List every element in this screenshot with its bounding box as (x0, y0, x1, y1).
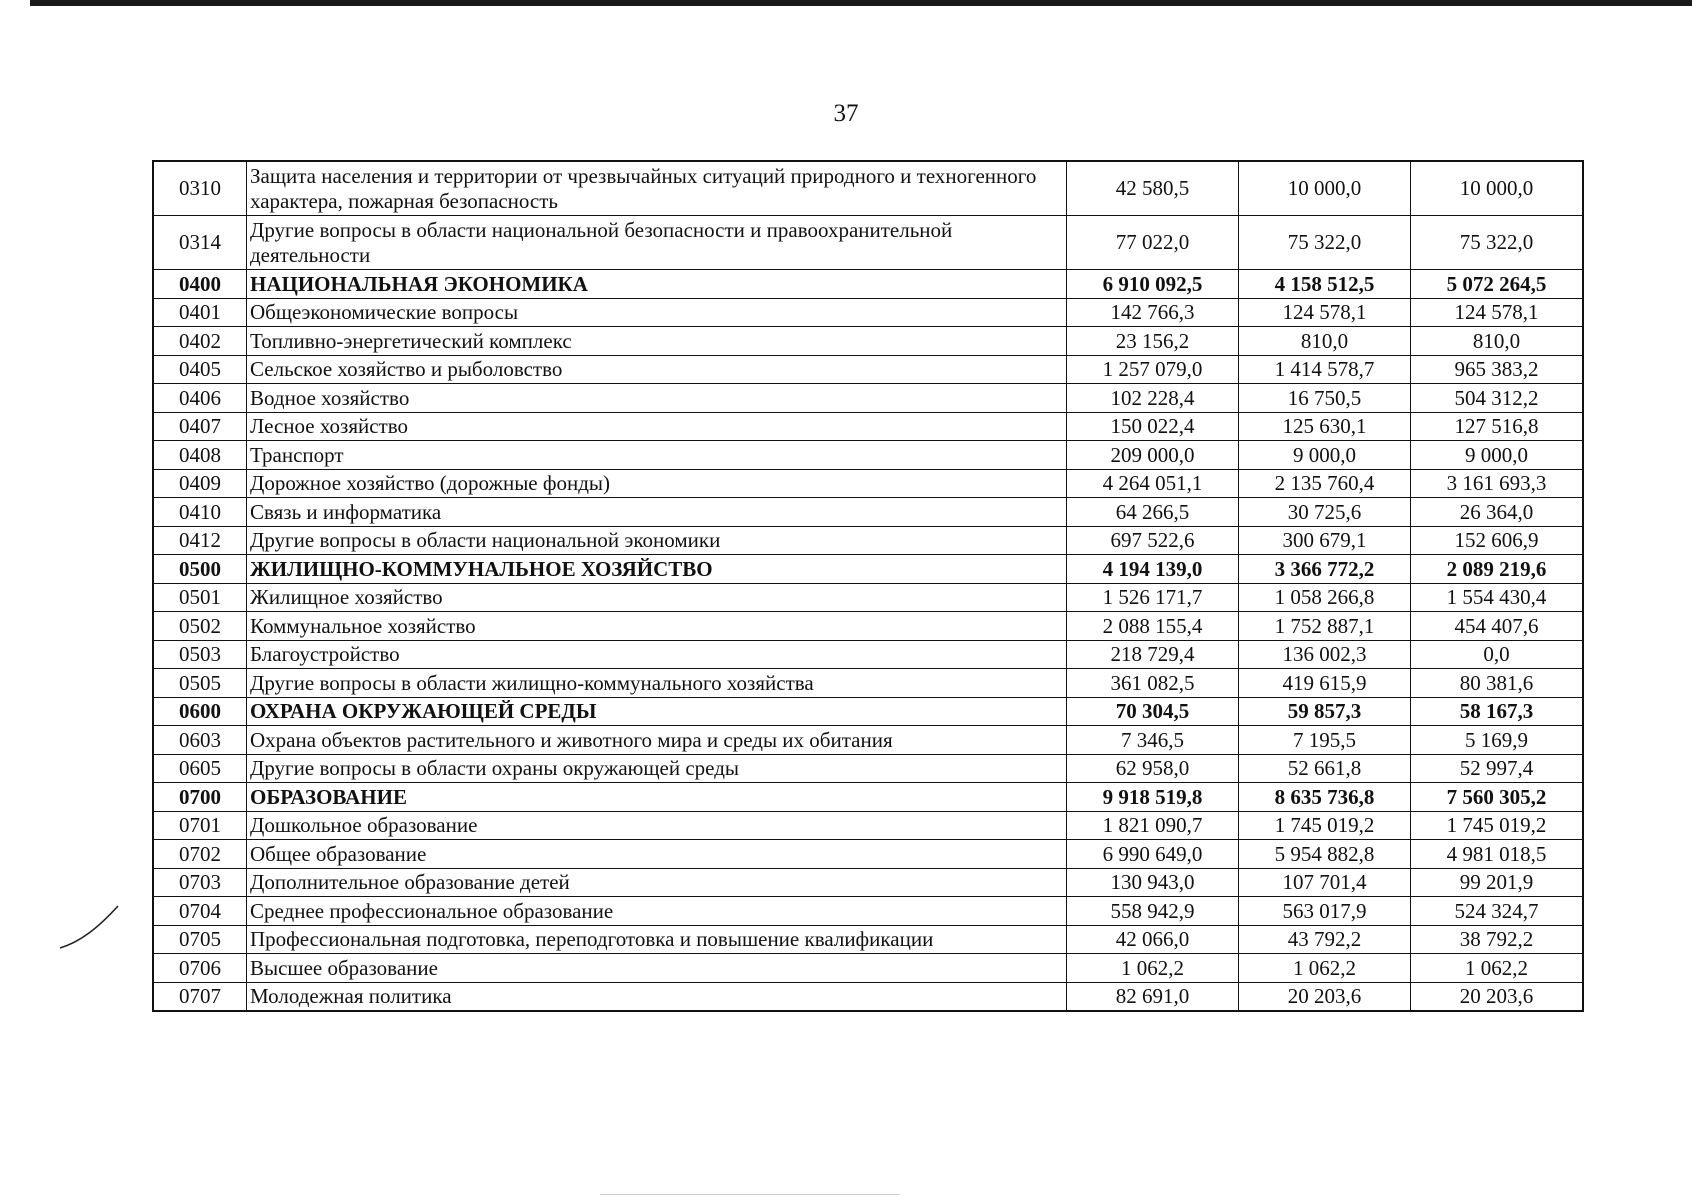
value-2020-cell: 107 701,4 (1239, 868, 1411, 897)
value-2020-cell: 20 203,6 (1239, 982, 1411, 1011)
value-2019-cell: 70 304,5 (1067, 697, 1239, 726)
value-2019-cell: 6 910 092,5 (1067, 270, 1239, 299)
value-2021-cell: 524 324,7 (1411, 897, 1584, 926)
section-row (153, 783, 1583, 812)
value-2021-cell: 1 745 019,2 (1411, 811, 1584, 840)
code-cell: 0600 (153, 697, 247, 726)
budget-table-body (153, 161, 1583, 1011)
value-2020-cell: 30 725,6 (1239, 498, 1411, 527)
name-cell: Водное хозяйство (247, 384, 1067, 413)
value-2019-cell: 102 228,4 (1067, 384, 1239, 413)
value-2020-cell: 810,0 (1239, 327, 1411, 356)
table-row (153, 526, 1583, 555)
code-cell: 0704 (153, 897, 247, 926)
value-2019-cell: 209 000,0 (1067, 441, 1239, 470)
code-cell: 0703 (153, 868, 247, 897)
value-2021-cell: 152 606,9 (1411, 526, 1584, 555)
table-row (153, 412, 1583, 441)
value-2021-cell: 1 062,2 (1411, 954, 1584, 983)
name-cell: Дошкольное образование (247, 811, 1067, 840)
scan-artifact-line (600, 1194, 900, 1195)
table-row (153, 754, 1583, 783)
value-2021-cell: 127 516,8 (1411, 412, 1584, 441)
value-2021-cell: 20 203,6 (1411, 982, 1584, 1011)
name-cell: Охрана объектов растительного и животного мира и среды их обитания (247, 726, 1067, 755)
table-row (153, 161, 1583, 216)
value-2020-cell: 52 661,8 (1239, 754, 1411, 783)
code-cell: 0700 (153, 783, 247, 812)
value-2021-cell: 75 322,0 (1411, 216, 1584, 270)
value-2020-cell: 75 322,0 (1239, 216, 1411, 270)
value-2019-cell: 23 156,2 (1067, 327, 1239, 356)
code-cell: 0400 (153, 270, 247, 299)
table-row (153, 954, 1583, 983)
table-row (153, 982, 1583, 1011)
value-2019-cell: 77 022,0 (1067, 216, 1239, 270)
value-2019-cell: 1 821 090,7 (1067, 811, 1239, 840)
value-2020-cell: 5 954 882,8 (1239, 840, 1411, 869)
value-2021-cell: 99 201,9 (1411, 868, 1584, 897)
code-cell: 0701 (153, 811, 247, 840)
code-cell: 0605 (153, 754, 247, 783)
value-2019-cell: 6 990 649,0 (1067, 840, 1239, 869)
name-cell: НАЦИОНАЛЬНАЯ ЭКОНОМИКА (247, 270, 1067, 299)
name-cell: Другие вопросы в области жилищно-коммунального хозяйства (247, 669, 1067, 698)
value-2019-cell: 142 766,3 (1067, 298, 1239, 327)
value-2021-cell: 1 554 430,4 (1411, 583, 1584, 612)
value-2021-cell: 4 981 018,5 (1411, 840, 1584, 869)
value-2019-cell: 9 918 519,8 (1067, 783, 1239, 812)
table-row (153, 640, 1583, 669)
name-cell: Высшее образование (247, 954, 1067, 983)
value-2019-cell: 697 522,6 (1067, 526, 1239, 555)
value-2021-cell: 810,0 (1411, 327, 1584, 356)
value-2021-cell: 504 312,2 (1411, 384, 1584, 413)
value-2021-cell: 5 169,9 (1411, 726, 1584, 755)
code-cell: 0402 (153, 327, 247, 356)
table-row (153, 669, 1583, 698)
value-2021-cell: 2 089 219,6 (1411, 555, 1584, 584)
name-cell: Сельское хозяйство и рыболовство (247, 355, 1067, 384)
name-cell: Коммунальное хозяйство (247, 612, 1067, 641)
code-cell: 0408 (153, 441, 247, 470)
name-cell: Другие вопросы в области национальной экономики (247, 526, 1067, 555)
table-row (153, 469, 1583, 498)
value-2020-cell: 419 615,9 (1239, 669, 1411, 698)
top-rule (30, 0, 1692, 6)
value-2021-cell: 0,0 (1411, 640, 1584, 669)
code-cell: 0706 (153, 954, 247, 983)
name-cell: Дорожное хозяйство (дорожные фонды) (247, 469, 1067, 498)
value-2020-cell: 4 158 512,5 (1239, 270, 1411, 299)
value-2020-cell: 1 058 266,8 (1239, 583, 1411, 612)
value-2019-cell: 82 691,0 (1067, 982, 1239, 1011)
table-row (153, 327, 1583, 356)
code-cell: 0503 (153, 640, 247, 669)
value-2020-cell: 300 679,1 (1239, 526, 1411, 555)
code-cell: 0406 (153, 384, 247, 413)
code-cell: 0502 (153, 612, 247, 641)
value-2020-cell: 10 000,0 (1239, 161, 1411, 216)
value-2020-cell: 7 195,5 (1239, 726, 1411, 755)
code-cell: 0501 (153, 583, 247, 612)
code-cell: 0401 (153, 298, 247, 327)
table-row (153, 840, 1583, 869)
name-cell: Среднее профессиональное образование (247, 897, 1067, 926)
value-2019-cell: 130 943,0 (1067, 868, 1239, 897)
value-2019-cell: 1 526 171,7 (1067, 583, 1239, 612)
value-2019-cell: 62 958,0 (1067, 754, 1239, 783)
code-cell: 0500 (153, 555, 247, 584)
code-cell: 0310 (153, 161, 247, 216)
value-2021-cell: 9 000,0 (1411, 441, 1584, 470)
name-cell: Защита населения и территории от чрезвычайных ситуаций природного и техногенного характера, пожарная безопасность (247, 161, 1067, 216)
name-cell: Молодежная политика (247, 982, 1067, 1011)
code-cell: 0407 (153, 412, 247, 441)
value-2019-cell: 4 194 139,0 (1067, 555, 1239, 584)
code-cell: 0705 (153, 925, 247, 954)
code-cell: 0409 (153, 469, 247, 498)
page-number: 37 (833, 100, 859, 127)
table-row (153, 612, 1583, 641)
name-cell: Благоустройство (247, 640, 1067, 669)
table-row (153, 384, 1583, 413)
value-2021-cell: 52 997,4 (1411, 754, 1584, 783)
value-2020-cell: 1 062,2 (1239, 954, 1411, 983)
value-2021-cell: 38 792,2 (1411, 925, 1584, 954)
code-cell: 0505 (153, 669, 247, 698)
value-2021-cell: 5 072 264,5 (1411, 270, 1584, 299)
value-2020-cell: 1 414 578,7 (1239, 355, 1411, 384)
value-2021-cell: 10 000,0 (1411, 161, 1584, 216)
value-2019-cell: 558 942,9 (1067, 897, 1239, 926)
section-row (153, 270, 1583, 299)
name-cell: Общее образование (247, 840, 1067, 869)
code-cell: 0702 (153, 840, 247, 869)
value-2019-cell: 42 580,5 (1067, 161, 1239, 216)
value-2020-cell: 124 578,1 (1239, 298, 1411, 327)
name-cell: Профессиональная подготовка, переподготовка и повышение квалификации (247, 925, 1067, 954)
value-2020-cell: 3 366 772,2 (1239, 555, 1411, 584)
value-2020-cell: 9 000,0 (1239, 441, 1411, 470)
table-row (153, 298, 1583, 327)
value-2021-cell: 58 167,3 (1411, 697, 1584, 726)
value-2019-cell: 1 062,2 (1067, 954, 1239, 983)
name-cell: Другие вопросы в области национальной безопасности и правоохранительной деятельности (247, 216, 1067, 270)
value-2019-cell: 64 266,5 (1067, 498, 1239, 527)
code-cell: 0603 (153, 726, 247, 755)
value-2019-cell: 4 264 051,1 (1067, 469, 1239, 498)
value-2019-cell: 7 346,5 (1067, 726, 1239, 755)
name-cell: ЖИЛИЩНО-КОММУНАЛЬНОЕ ХОЗЯЙСТВО (247, 555, 1067, 584)
name-cell: Топливно-энергетический комплекс (247, 327, 1067, 356)
name-cell: Дополнительное образование детей (247, 868, 1067, 897)
table-row (153, 726, 1583, 755)
table-row (153, 583, 1583, 612)
name-cell: Общеэкономические вопросы (247, 298, 1067, 327)
value-2020-cell: 1 745 019,2 (1239, 811, 1411, 840)
table-row (153, 868, 1583, 897)
value-2019-cell: 150 022,4 (1067, 412, 1239, 441)
name-cell: Другие вопросы в области охраны окружающей среды (247, 754, 1067, 783)
table-row (153, 498, 1583, 527)
table-row (153, 811, 1583, 840)
value-2020-cell: 125 630,1 (1239, 412, 1411, 441)
name-cell: Жилищное хозяйство (247, 583, 1067, 612)
table-row (153, 441, 1583, 470)
value-2019-cell: 1 257 079,0 (1067, 355, 1239, 384)
table-row (153, 925, 1583, 954)
value-2019-cell: 2 088 155,4 (1067, 612, 1239, 641)
table-row (153, 355, 1583, 384)
name-cell: Связь и информатика (247, 498, 1067, 527)
section-row (153, 555, 1583, 584)
value-2020-cell: 59 857,3 (1239, 697, 1411, 726)
value-2020-cell: 2 135 760,4 (1239, 469, 1411, 498)
value-2021-cell: 454 407,6 (1411, 612, 1584, 641)
value-2021-cell: 3 161 693,3 (1411, 469, 1584, 498)
value-2020-cell: 16 750,5 (1239, 384, 1411, 413)
value-2020-cell: 563 017,9 (1239, 897, 1411, 926)
table-row (153, 897, 1583, 926)
pen-mark-icon (58, 902, 122, 952)
value-2020-cell: 8 635 736,8 (1239, 783, 1411, 812)
value-2020-cell: 1 752 887,1 (1239, 612, 1411, 641)
code-cell: 0405 (153, 355, 247, 384)
value-2020-cell: 43 792,2 (1239, 925, 1411, 954)
section-row (153, 697, 1583, 726)
code-cell: 0314 (153, 216, 247, 270)
value-2021-cell: 80 381,6 (1411, 669, 1584, 698)
name-cell: ОБРАЗОВАНИЕ (247, 783, 1067, 812)
value-2021-cell: 965 383,2 (1411, 355, 1584, 384)
name-cell: Транспорт (247, 441, 1067, 470)
value-2019-cell: 361 082,5 (1067, 669, 1239, 698)
budget-table (152, 160, 1584, 1012)
name-cell: ОХРАНА ОКРУЖАЮЩЕЙ СРЕДЫ (247, 697, 1067, 726)
table-row (153, 216, 1583, 270)
code-cell: 0707 (153, 982, 247, 1011)
value-2021-cell: 7 560 305,2 (1411, 783, 1584, 812)
value-2020-cell: 136 002,3 (1239, 640, 1411, 669)
code-cell: 0410 (153, 498, 247, 527)
value-2021-cell: 124 578,1 (1411, 298, 1584, 327)
code-cell: 0412 (153, 526, 247, 555)
value-2019-cell: 218 729,4 (1067, 640, 1239, 669)
name-cell: Лесное хозяйство (247, 412, 1067, 441)
value-2019-cell: 42 066,0 (1067, 925, 1239, 954)
value-2021-cell: 26 364,0 (1411, 498, 1584, 527)
